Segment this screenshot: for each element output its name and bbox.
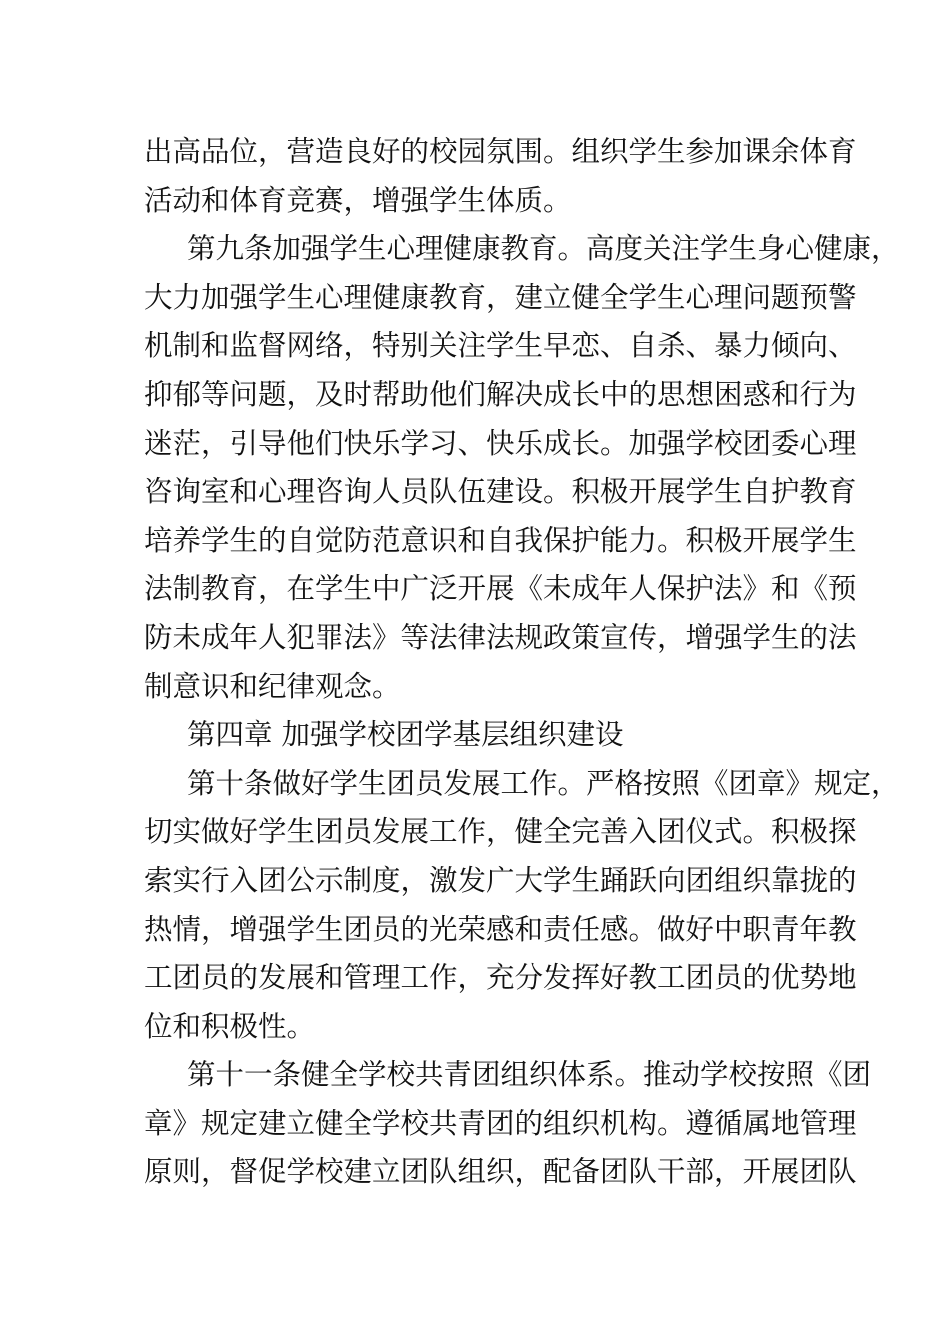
text-line: 位和积极性。 (144, 1009, 316, 1043)
text-line: 迷茫，引导他们快乐学习、快乐成长。加强学校团委心理 (144, 426, 857, 460)
text-line: 机制和监督网络，特别关注学生早恋、自杀、暴力倾向、 (144, 329, 857, 363)
text-line: 活动和体育竞赛，增强学生体质。 (144, 183, 572, 217)
text-line: 培养学生的自觉防范意识和自我保护能力。积极开展学生 (144, 523, 857, 557)
text-line: 大力加强学生心理健康教育，建立健全学生心理问题预警 (144, 280, 857, 314)
text-line: 防未成年人犯罪法》等法律法规政策宣传，增强学生的法 (144, 620, 857, 654)
text-line: 咨询室和心理咨询人员队伍建设。积极开展学生自护教育 (144, 475, 857, 509)
chapter-4-heading: 第四章 加强学校团学基层组织建设 (187, 718, 624, 752)
document-body (144, 128, 900, 1197)
text-line: 章》规定建立健全学校共青团的组织机构。遵循属地管理 (144, 1106, 857, 1140)
article-11-first-line: 第十一条健全学校共青团组织体系。推动学校按照《团 (187, 1058, 872, 1092)
text-line: 索实行入团公示制度，激发广大学生踊跃向团组织靠拢的 (144, 863, 857, 897)
text-line: 热情，增强学生团员的光荣感和责任感。做好中职青年教 (144, 912, 857, 946)
text-line: 工团员的发展和管理工作，充分发挥好教工团员的优势地 (144, 961, 857, 995)
text-line: 制意识和纪律观念。 (144, 669, 401, 703)
article-9-first-line: 第九条加强学生心理健康教育。高度关注学生身心健康， (187, 232, 900, 266)
text-line: 法制教育，在学生中广泛开展《未成年人保护法》和《预 (144, 572, 857, 606)
text-line: 切实做好学生团员发展工作，健全完善入团仪式。积极探 (144, 815, 857, 849)
text-line: 原则，督促学校建立团队组织，配备团队干部，开展团队 (144, 1155, 857, 1189)
text-line: 抑郁等问题，及时帮助他们解决成长中的思想困惑和行为 (144, 377, 857, 411)
article-10-first-line: 第十条做好学生团员发展工作。严格按照《团章》规定， (187, 766, 900, 800)
text-line: 出高品位，营造良好的校园氛围。组织学生参加课余体育 (144, 135, 857, 168)
